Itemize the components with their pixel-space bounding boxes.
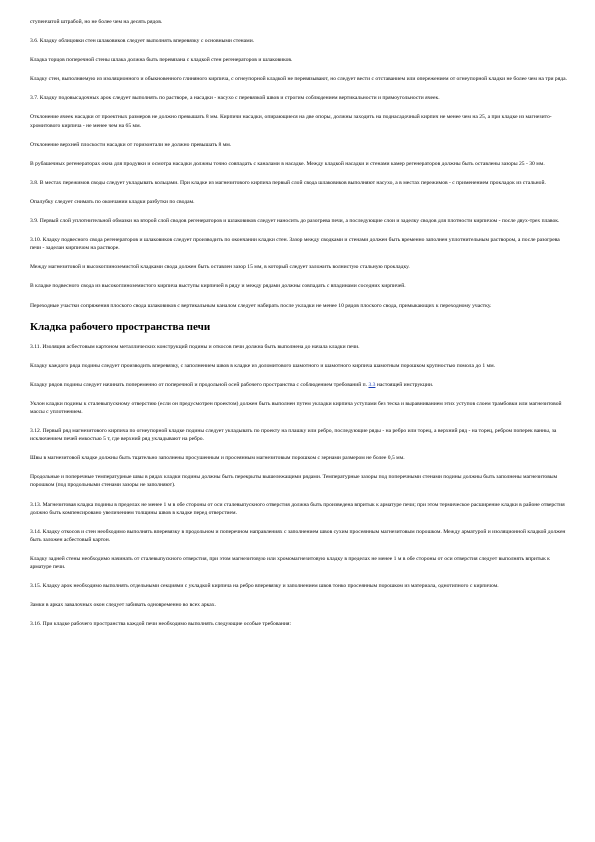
body-paragraph: Отклонение ячеек насадки от проектных размеров не должно превышать 8 мм. Кирпичи насадки, опирающиеся на две опоры, должны заходить на поднасадочный кирпич не менее чем на 25, а при кладке из магнезито-хромитового кирпича - не менее чем на 65 мм. <box>30 114 552 129</box>
body-paragraph: Переходные участки сопряжения плоского свода шлаковиков с вертикальным каналом следует набирать после укладки не менее 10 рядов плоского свода, примыкающих к переходному участку. <box>30 302 492 309</box>
body-paragraph: Уклон кладки подины к сталевыпускному отверстию (если он предусмотрен проектом) должен быть выполнен путем укладки кирпича уступами без теска и выравниванием этих уступов слоем трамбовки или магнезитовой массы с уплотнением. <box>30 400 562 415</box>
body-paragraph: Между магнезитовой и высокоглиноземистой кладками свода должен быть оставлен зазор 15 мм, в который следует заложить волнистую стальную прокладку. <box>30 264 410 271</box>
paragraph-3-11: 3.11. Изоляция асбестовым картоном металлических конструкций подины и откосов печи должна быть выполнена до начала кладки печи. <box>30 343 360 350</box>
section-before-heading <box>30 18 569 310</box>
body-paragraph: 3.13. Магнезитовая кладка подины в пределах не менее 1 м в обе стороны от оси сталевыпускного отверстия должна быть произведена впритык к арматуре печи; при этом термическое расширение кладки в районе отверстия должно быть компенсировано увеличением толщины швов в кладке перед отверстием. <box>30 501 565 516</box>
body-paragraph: В рубашечных регенераторах окна для продувки и осмотра насадки должны точно совпадать с каналами в насадке. Между кладкой насадки и стенами камер регенераторов должны быть оставлены зазоры 25 - 30 мм. <box>30 160 545 167</box>
body-paragraph: 3.15. Кладку арок необходимо выполнять отдельными секциями с укладкой кирпича на ребро вперевязку и заполнением швов тонко просеянным порошком из материала, однотипного с кирпичом. <box>30 583 499 590</box>
section-heading: Кладка рабочего пространства печи <box>30 320 211 333</box>
body-paragraph: В кладке подвесного свода из высокоглиноземистого кирпича выступы кирпичей в ряду и между рядами должны совпадать с впадинами соседних кирпичей. <box>30 283 406 290</box>
body-paragraph: 3.12. Первый ряд магнезитового кирпича по огнеупорной кладке подины следует укладывать по проекту на плашку или ребро, последующие ряды - на ребро или торец, а верхний ряд - на торец, ребром поперек ванны, за исключением печей емкостью 5 т, где верхний ряд укладывают на ребро. <box>30 428 557 443</box>
body-paragraph: 3.7. Кладку подовысадочных арок следует выполнять по растворе, а насадки - насухо с перевязкой швов и строгим соблюдением вертикальности и прямоугольности ячеек. <box>30 95 440 102</box>
section-after-heading <box>30 400 569 629</box>
body-paragraph: Швы в магнезитовой кладке должны быть тщательно заполнены просушенным и просеянным магнезитовым порошком с зернами размером не более 0,5 мм. <box>30 455 405 462</box>
body-paragraph: Продольные и поперечные температурные швы в рядах кладки подины должны быть перекрыты вышележащими рядами. Температурные зазоры под поперечными стенами подины должны быть заполнены магнезитовым порошком (под продольными стенами зазоры не заполняют). <box>30 474 558 489</box>
body-paragraph: 3.16. При кладке рабочего пространства каждой печи необходимо выполнять следующие особые требования: <box>30 621 292 628</box>
body-paragraph: 3.14. Кладку откосов и стен необходимо выполнять вперевязку в продольном и поперечном направлениях с заполнением швов сухим просеянным магнезитовым порошком. Между арматурой и изоляционной кладкой должен быть заложен асбестовый картон. <box>30 528 566 543</box>
body-paragraph: Кладку задней стены необходимо начинать от сталевыпускного отверстия, при этом магнезитовую или хромомагнезитовую кладку в пределах не менее 1 м в обе стороны от оси отверстия следует выполнять впритык к арматуре печи. <box>30 555 550 570</box>
body-paragraph: Кладку стен, выполняемую из изоляционного и обыкновенного глиняного кирпича, с огнеупорной кладкой не перевязывают, но следует вести с отставанием или опережением от огнеупорной кладки не более чем на три ряда. <box>30 76 567 83</box>
paragraph-pod: Кладку каждого ряда подины следует производить вперевязку, с заполнением швов в кладке из доломитового шамотного и шамотного кирпича шамотным порошком крупностью помола до 1 мм. <box>30 362 496 369</box>
paragraph-with-reference <box>30 381 569 389</box>
body-paragraph: 3.8. В местах пережимов своды следует укладывать кольцами. При кладке из магнезитового кирпича первый слой свода шлаковиков выполняют насухо, а в местах пережимов - с применением прокладок из стальной. <box>30 179 546 186</box>
body-paragraph: Отклонение верхней плоскости насадки от горизонтали не должно превышать 8 мм. <box>30 141 232 148</box>
body-paragraph: 3.6. Кладку облицовки стен шлаковиков следует выполнять вперевязку с основными стенами. <box>30 38 255 45</box>
reference-text-before: Кладку рядов подины следует начинать попеременно от поперечной и продольной осей рабочего пространства с соблюдением требований п. <box>30 381 368 388</box>
body-paragraph: 3.9. Первый слой уплотнительной обмазки на второй слой сводов регенераторов и шлаковиков следует наносить до разогрева печи, а последующие слои и заделку сводов для плотности кирпичом - после двух-трех плавок. <box>30 218 560 225</box>
reference-link-3-3[interactable]: 3.3 <box>368 381 376 388</box>
body-paragraph: 3.10. Кладку подвесного свода регенераторов и шлаковиков следует производить по окончании кладки стен. Зазор между сводками и стенами должен быть временно заполнен уплотнительным раствором, а после разогрева печи - заделан кирпичом на растворе. <box>30 237 560 252</box>
body-paragraph: Замки в арках завалочных окон следует забивать одновременно во всех арках. <box>30 602 216 609</box>
reference-text-after: настоящей инструкции. <box>375 381 434 388</box>
body-paragraph: ступенчатой штрабой, но не более чем на десять рядов. <box>30 19 163 25</box>
body-paragraph: Кладка торцов поперечной стены шлака должна быть перевязана с кладкой стен регенераторов и шлаковиков. <box>30 57 293 64</box>
body-paragraph: Опалубку следует снимать по окончании кладки разбутки по сводам. <box>30 198 195 205</box>
